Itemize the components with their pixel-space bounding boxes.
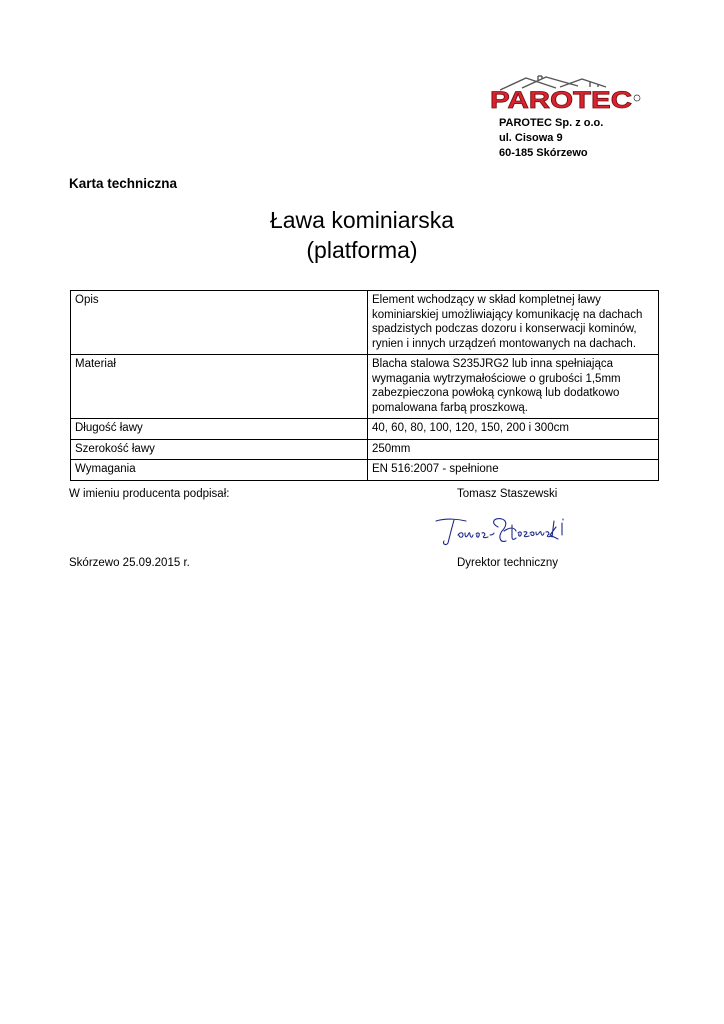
title-line-1: Ława kominiarska: [269, 207, 455, 233]
row-value: Element wchodzący w skład kompletnej ławy kominiarskiej umożliwiający komunikację na dachach spadzistych podczas dozoru i konserwacji kominów, rynien i innych urządzeń montowanych na dachach.: [368, 291, 659, 355]
row-value: EN 516:2007 - spełnione: [368, 460, 659, 481]
spec-table: [70, 290, 659, 481]
company-street: ul. Cisowa 9: [499, 132, 563, 144]
registered-mark-icon: [634, 95, 640, 101]
parotec-logo: [486, 74, 642, 114]
handwritten-signature: [432, 513, 572, 549]
table-row: [71, 291, 659, 355]
row-value: 40, 60, 80, 100, 120, 150, 200 i 300cm: [368, 419, 659, 440]
document-type: Karta techniczna: [69, 176, 178, 191]
company-city: 60-185 Skórzewo: [499, 147, 588, 159]
company-name: PAROTEC Sp. z o.o.: [499, 117, 604, 129]
row-label: Wymagania: [71, 460, 368, 481]
place-date: Skórzewo 25.09.2015 r.: [69, 557, 190, 569]
table-row: [71, 439, 659, 460]
signer-role: Dyrektor techniczny: [457, 557, 558, 569]
signed-on-behalf-label: W imieniu producenta podpisał:: [69, 488, 230, 500]
row-label: Materiał: [71, 355, 368, 419]
row-label: Szerokość ławy: [71, 439, 368, 460]
table-row: [71, 355, 659, 419]
title-line-2: (platforma): [306, 237, 418, 263]
row-label: Długość ławy: [71, 419, 368, 440]
row-value: 250mm: [368, 439, 659, 460]
table-row: [71, 460, 659, 481]
row-label: Opis: [71, 291, 368, 355]
company-address: [499, 116, 603, 161]
document-title: [0, 205, 724, 265]
logo-wordmark: PAROTEC: [490, 87, 632, 114]
signer-name: Tomasz Staszewski: [457, 488, 558, 500]
table-row: [71, 419, 659, 440]
row-value: Blacha stalowa S235JRG2 lub inna spełniająca wymagania wytrzymałościowe o grubości 1,5mm zabezpieczona powłoką cynkową lub dodatkowo pomalowana farbą proszkową.: [368, 355, 659, 419]
